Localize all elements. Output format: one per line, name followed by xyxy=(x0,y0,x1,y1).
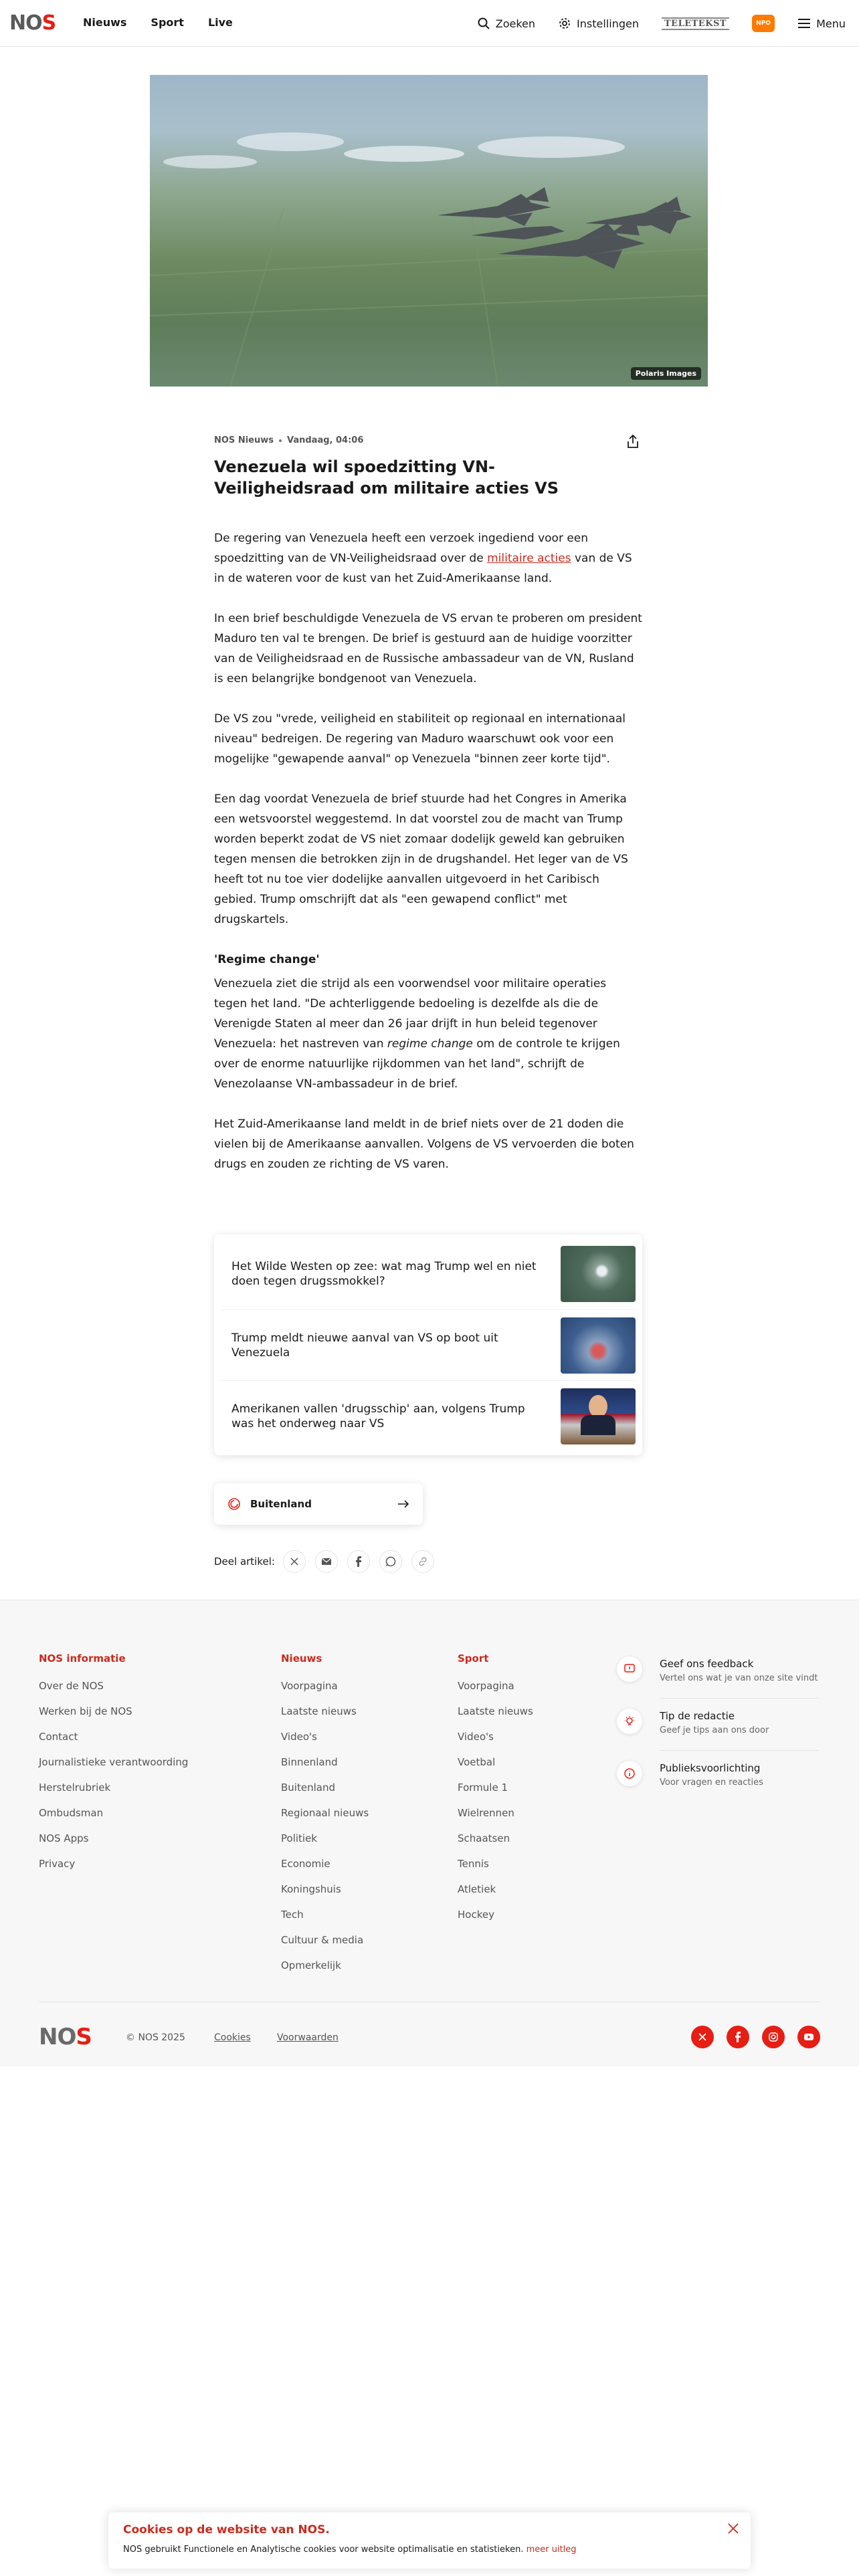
share-bar: Deel artikel: xyxy=(214,1550,444,1573)
cookie-banner xyxy=(108,2512,751,2569)
footer-link[interactable]: NOS Apps xyxy=(39,1832,89,1844)
paragraph: Een dag voordat Venezuela de brief stuurde had het Congres in Amerika een wetsvoorstel weggestemd. In dat voorstel zou de macht van Trump worden beperkt zodat de VS niet zomaar dodelijk geweld kan gebruiken tegen mensen die betrokken zijn in de drugshandel. Het leger van de VS heeft tot nu toe vier dodelijke aanvallen uitgevoerd in het Caribisch gebied. Trump omschrijft dat als "een gewapend conflict" met drugskartels. xyxy=(214,792,628,926)
footer-link[interactable]: Laatste nieuws xyxy=(458,1705,533,1717)
footer-column-nos-informatie: NOS informatie Over de NOS Werken bij de NOS Contact Journalistieke verantwoording Herstelrubriek Ombudsman NOS Apps Privacy xyxy=(39,1652,188,1883)
footer-link[interactable]: Schaatsen xyxy=(458,1832,510,1844)
hero-image xyxy=(150,75,708,387)
nav-live[interactable]: Live xyxy=(207,16,233,29)
menu-button[interactable]: Menu xyxy=(797,17,846,30)
share-whatsapp-button[interactable] xyxy=(379,1550,402,1573)
footer-link[interactable]: Werken bij de NOS xyxy=(39,1705,132,1717)
related-article[interactable]: Het Wilde Westen op zee: wat mag Trump wel en niet doen tegen drugssmokkel? xyxy=(221,1239,636,1309)
footer-column-nieuws: Nieuws Voorpagina Laatste nieuws Video's Binnenland Buitenland Regionaal nieuws Politiek Economie Koningshuis Tech Cultuur & media Opmerkelijk xyxy=(281,1652,369,1984)
footer-link[interactable]: Economie xyxy=(281,1858,330,1870)
related-articles xyxy=(214,1235,642,1455)
footer-link[interactable]: Cultuur & media xyxy=(281,1934,364,1946)
search-button[interactable]: Zoeken xyxy=(477,17,535,30)
related-thumbnail xyxy=(561,1388,636,1444)
footer-logo[interactable]: NOS xyxy=(39,2024,92,2050)
share-facebook-button[interactable] xyxy=(347,1550,370,1573)
footer-link[interactable]: Voorpagina xyxy=(281,1680,338,1692)
facebook-social-icon[interactable] xyxy=(727,2026,749,2048)
footer-link[interactable]: Video's xyxy=(458,1731,494,1743)
share-x-button[interactable] xyxy=(283,1550,306,1573)
footer-link[interactable]: Wielrennen xyxy=(458,1807,514,1819)
footer-link[interactable]: Herstelrubriek xyxy=(39,1782,111,1794)
paragraph: De VS zou "vrede, veiligheid en stabiliteit op regionaal en internationaal niveau" bedreigen. De regering van Maduro waarschuwt ook voor een mogelijke "gewapende aanval" op Venezuela "binnen zeer korte tijd". xyxy=(214,712,626,766)
article-time: Vandaag, 04:06 xyxy=(286,435,364,445)
article-source: NOS Nieuws xyxy=(214,435,274,445)
info-icon xyxy=(617,1761,642,1786)
footer-link[interactable]: Voorpagina xyxy=(458,1680,514,1692)
related-article[interactable]: Trump meldt nieuwe aanval van VS op boot uit Venezuela xyxy=(221,1309,636,1380)
x-social-icon[interactable] xyxy=(691,2026,714,2048)
copyright: © NOS 2025 xyxy=(126,2032,185,2043)
voorwaarden-link[interactable]: Voorwaarden xyxy=(277,2032,339,2043)
footer-link[interactable]: Politiek xyxy=(281,1832,317,1844)
article-body xyxy=(214,528,642,1194)
subheading: 'Regime change' xyxy=(214,953,320,966)
footer-link[interactable]: Over de NOS xyxy=(39,1680,104,1692)
arrow-right-icon xyxy=(397,1499,409,1509)
mail-icon xyxy=(321,1558,332,1566)
category-tag-buitenland[interactable]: Buitenland xyxy=(214,1483,423,1525)
meta-separator xyxy=(279,439,282,442)
link-icon xyxy=(417,1556,428,1567)
site-footer xyxy=(0,1600,859,2066)
footer-link[interactable]: Atletiek xyxy=(458,1883,496,1895)
article-meta xyxy=(214,435,363,445)
paragraph: In een brief beschuldigde Venezuela de VS ervan te proberen om president Maduro ten val te brengen. De brief is gestuurd aan de huidige voorzitter van de Veiligheidsraad en de Russische ambassadeur van de VN, Rusland is een belangrijke bondgenoot van Venezuela. xyxy=(214,612,642,685)
gear-icon xyxy=(558,17,571,30)
x-icon xyxy=(290,1557,299,1566)
paragraph: Venezuela ziet die strijd als een voorwendsel voor militaire operaties tegen het land. "De achterliggende bedoeling is dezelfde als die de Verenigde Staten al meer dan 26 jaar drijft in hun beleid tegenover Venezuela: het nastreven van regime change om de controle te krijgen over de enorme natuurlijke rijkdommen van het land", schrijft de Venezolaanse VN-ambassadeur in de brief. xyxy=(214,977,620,1091)
site-header xyxy=(0,0,859,47)
nos-logo[interactable]: NOS xyxy=(9,11,56,35)
lightbulb-icon xyxy=(617,1709,642,1734)
feedback-card[interactable]: Geef ons feedback Vertel ons wat je van onze site vindt xyxy=(617,1656,819,1684)
feedback-icon xyxy=(617,1656,642,1682)
footer-link[interactable]: Privacy xyxy=(39,1858,76,1870)
footer-link[interactable]: Video's xyxy=(281,1731,317,1743)
paragraph: Het Zuid-Amerikaanse land meldt in de brief niets over de 21 doden die vielen bij de Amerikaanse aanvallen. Volgens de VS vervoerden die boten drugs en zouden ze richting de VS varen. xyxy=(214,1117,634,1171)
close-icon[interactable] xyxy=(725,2520,741,2537)
footer-link[interactable]: Binnenland xyxy=(281,1756,338,1768)
footer-link[interactable]: Voetbal xyxy=(458,1756,496,1768)
facebook-icon xyxy=(355,1556,362,1567)
related-thumbnail xyxy=(561,1317,636,1374)
footer-link[interactable]: Tennis xyxy=(458,1858,489,1870)
search-icon xyxy=(477,17,490,30)
share-email-button[interactable] xyxy=(315,1550,338,1573)
footer-link[interactable]: Journalistieke verantwoording xyxy=(39,1756,189,1768)
related-thumbnail xyxy=(561,1246,636,1302)
teletekst-link[interactable]: TELETEKST xyxy=(662,17,729,30)
cookie-title: Cookies op de website van NOS. xyxy=(123,2523,330,2537)
footer-link[interactable]: Regionaal nieuws xyxy=(281,1807,369,1819)
npo-logo[interactable]: NPO xyxy=(752,15,775,32)
militaire-acties-link[interactable]: militaire acties xyxy=(487,552,571,565)
article-title: Venezuela wil spoedzitting VN-Veiligheidsraad om militaire acties VS xyxy=(214,457,559,498)
cookies-link[interactable]: Cookies xyxy=(214,2032,251,2043)
meer-uitleg-link[interactable]: meer uitleg xyxy=(526,2545,577,2555)
footer-link[interactable]: Formule 1 xyxy=(458,1782,508,1794)
paragraph: De regering van Venezuela heeft een verzoek ingediend voor een spoedzitting van de VN-Veiligheidsraad over de militaire acties van de VS in de wateren voor de kust van het Zuid-Amerikaanse land. xyxy=(214,532,632,585)
tip-card[interactable]: Tip de redactie Geef je tips aan ons door xyxy=(617,1709,819,1736)
footer-link[interactable]: Opmerkelijk xyxy=(281,1959,341,1971)
nav-sport[interactable]: Sport xyxy=(151,16,184,29)
whatsapp-icon xyxy=(385,1556,396,1567)
footer-link[interactable]: Buitenland xyxy=(281,1782,335,1794)
footer-link[interactable]: Tech xyxy=(281,1909,304,1921)
instagram-social-icon[interactable] xyxy=(762,2026,785,2048)
publieksvoorlichting-card[interactable]: Publieksvoorlichting Voor vragen en reacties xyxy=(617,1761,819,1788)
share-icon[interactable] xyxy=(625,433,641,449)
hamburger-icon xyxy=(797,18,811,29)
fighter-jets-illustration xyxy=(150,75,708,387)
nav-nieuws[interactable]: Nieuws xyxy=(83,16,127,29)
footer-link[interactable]: Hockey xyxy=(458,1909,494,1921)
globe-icon xyxy=(227,1497,241,1511)
youtube-social-icon[interactable] xyxy=(797,2026,820,2048)
cookie-text: NOS gebruikt Functionele en Analytische cookies voor website optimalisatie en statistieken. meer uitleg xyxy=(123,2545,577,2555)
footer-link[interactable]: Ombudsman xyxy=(39,1807,104,1819)
footer-link[interactable]: Koningshuis xyxy=(281,1883,341,1895)
footer-link[interactable]: Contact xyxy=(39,1731,78,1743)
settings-button[interactable]: Instellingen xyxy=(558,17,639,30)
related-article[interactable]: Amerikanen vallen 'drugsschip' aan, volgens Trump was het onderweg naar VS xyxy=(221,1380,636,1451)
copy-link-button[interactable] xyxy=(411,1550,434,1573)
footer-column-sport: Sport Voorpagina Laatste nieuws Video's Voetbal Formule 1 Wielrennen Schaatsen Tennis Atletiek Hockey xyxy=(458,1652,533,1933)
image-credit: Polaris Images xyxy=(631,367,701,380)
footer-link[interactable]: Laatste nieuws xyxy=(281,1705,357,1717)
main-nav xyxy=(83,16,233,29)
social-links xyxy=(691,2026,820,2048)
